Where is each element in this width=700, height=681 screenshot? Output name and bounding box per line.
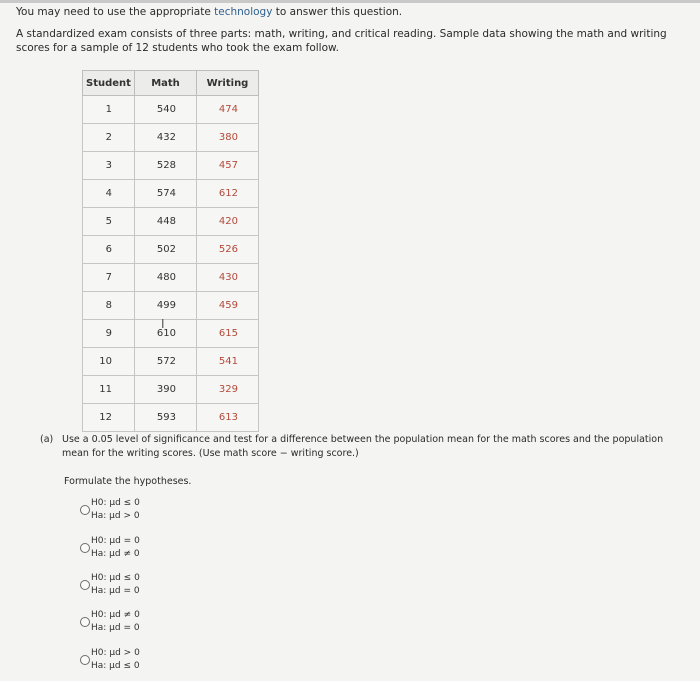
radio-button[interactable] <box>80 580 90 590</box>
text-cursor-icon: I <box>161 317 165 331</box>
cell-writing: 615 <box>197 320 259 348</box>
table-row <box>83 208 259 236</box>
cell-writing: 420 <box>197 208 259 236</box>
table-row <box>83 96 259 124</box>
header-student: Student <box>83 71 135 96</box>
cell-math: 593 <box>135 404 197 432</box>
cell-writing: 459 <box>197 292 259 320</box>
cell-student: 3 <box>83 152 135 180</box>
table-row <box>83 124 259 152</box>
cell-student: 6 <box>83 236 135 264</box>
table-row <box>83 348 259 376</box>
formulate-prompt: Formulate the hypotheses. <box>64 476 192 487</box>
null-hypothesis: H0: μd ≠ 0 <box>91 610 140 620</box>
table-row <box>83 180 259 208</box>
cell-math: 480 <box>135 264 197 292</box>
table-row <box>83 152 259 180</box>
radio-button[interactable] <box>80 543 90 553</box>
alternative-hypothesis: Ha: μd = 0 <box>91 623 140 633</box>
table-header-row <box>83 71 259 96</box>
alternative-hypothesis: Ha: μd = 0 <box>91 586 140 596</box>
cell-math: 432 <box>135 124 197 152</box>
radio-button[interactable] <box>80 505 90 515</box>
cell-math: 499 <box>135 292 197 320</box>
cell-math: 528 <box>135 152 197 180</box>
cell-math: 610 <box>135 320 197 348</box>
cell-student: 11 <box>83 376 135 404</box>
cell-math: 574 <box>135 180 197 208</box>
notice-suffix: to answer this question. <box>272 6 403 18</box>
null-hypothesis: H0: μd ≤ 0 <box>91 498 140 508</box>
table-row <box>83 376 259 404</box>
cell-writing: 613 <box>197 404 259 432</box>
table-row <box>83 292 259 320</box>
cell-student: 5 <box>83 208 135 236</box>
cell-student: 8 <box>83 292 135 320</box>
cell-writing: 457 <box>197 152 259 180</box>
alternative-hypothesis: Ha: μd > 0 <box>91 511 140 521</box>
header-writing: Writing <box>197 71 259 96</box>
cell-writing: 474 <box>197 96 259 124</box>
header-math: Math <box>135 71 197 96</box>
radio-button[interactable] <box>80 655 90 665</box>
table-row <box>83 320 259 348</box>
cell-math: 502 <box>135 236 197 264</box>
problem-intro: A standardized exam consists of three parts: math, writing, and critical reading. Sample data showing the math and writing scores for a sample of 12 students who took the exam follow. <box>16 28 667 54</box>
cell-writing: 526 <box>197 236 259 264</box>
alternative-hypothesis: Ha: μd ≤ 0 <box>91 661 140 671</box>
cell-math: 448 <box>135 208 197 236</box>
cell-writing: 612 <box>197 180 259 208</box>
cell-student: 12 <box>83 404 135 432</box>
question-text: Use a 0.05 level of significance and test for a difference between the population mean for the math scores and the population mean for the writing scores. (Use math score − writing score.) <box>62 434 664 459</box>
table-row <box>83 404 259 432</box>
radio-button[interactable] <box>80 617 90 627</box>
cell-math: 390 <box>135 376 197 404</box>
technology-link[interactable]: technology <box>214 6 273 18</box>
alternative-hypothesis: Ha: μd ≠ 0 <box>91 549 140 559</box>
null-hypothesis: H0: μd = 0 <box>91 536 140 546</box>
cell-student: 10 <box>83 348 135 376</box>
cell-student: 4 <box>83 180 135 208</box>
cell-writing: 380 <box>197 124 259 152</box>
null-hypothesis: H0: μd ≤ 0 <box>91 573 140 583</box>
cell-student: 7 <box>83 264 135 292</box>
notice-prefix: You may need to use the appropriate <box>16 6 215 18</box>
scores-table <box>82 70 259 432</box>
technology-notice <box>16 6 402 18</box>
question-label: (a) <box>40 434 54 445</box>
table-row <box>83 236 259 264</box>
cell-writing: 329 <box>197 376 259 404</box>
cell-writing: 541 <box>197 348 259 376</box>
cell-math: 540 <box>135 96 197 124</box>
cell-student: 1 <box>83 96 135 124</box>
cell-student: 2 <box>83 124 135 152</box>
top-border <box>0 0 700 3</box>
cell-student: 9 <box>83 320 135 348</box>
cell-math: 572 <box>135 348 197 376</box>
table-row <box>83 264 259 292</box>
cell-writing: 430 <box>197 264 259 292</box>
null-hypothesis: H0: μd > 0 <box>91 648 140 658</box>
